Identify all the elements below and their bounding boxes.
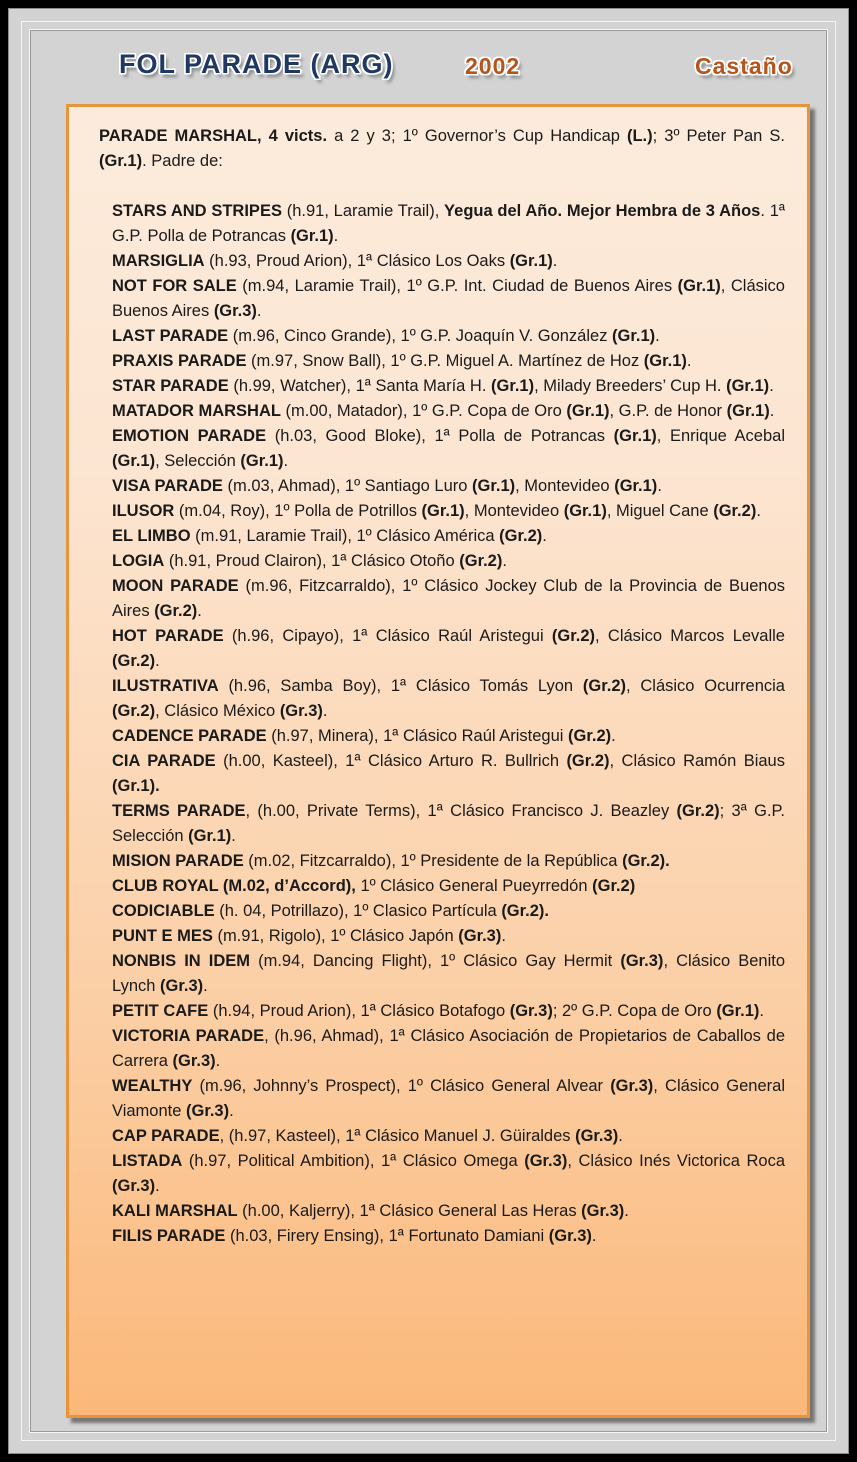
progeny-entry: KALI MARSHAL (h.00, Kaljerry), 1ª Clásico General Las Heras (Gr.3). (112, 1202, 629, 1220)
page-background (8, 8, 849, 1454)
progeny-entry: VISA PARADE (m.03, Ahmad), 1º Santiago Luro (Gr.1), Montevideo (Gr.1). (112, 477, 662, 495)
progeny-entry: CLUB ROYAL (M.02, d’Accord), 1º Clásico General Pueyrredón (Gr.2) (112, 877, 636, 895)
progeny-entry: LOGIA (h.91, Proud Clairon), 1ª Clásico Otoño (Gr.2). (112, 552, 507, 570)
progeny-entry: LISTADA (h.97, Political Ambition), 1ª Clásico Omega (Gr.3), Clásico Inés Victorica Roca (Gr.3). (112, 1152, 785, 1195)
progeny-entry: MARSIGLIA (h.93, Proud Arion), 1ª Clásico Los Oaks (Gr.1). (112, 252, 558, 270)
progeny-entry: EMOTION PARADE (h.03, Good Bloke), 1ª Polla de Potrancas (Gr.1), Enrique Acebal (Gr.1), Selección (Gr.1). (112, 427, 786, 470)
progeny-entry: NONBIS IN IDEM (m.94, Dancing Flight), 1º Clásico Gay Hermit (Gr.3), Clásico Benito Lynch (Gr.3). (112, 952, 786, 995)
progeny-entry: LAST PARADE (m.96, Cinco Grande), 1º G.P. Joaquín V. González (Gr.1). (112, 327, 660, 345)
progeny-entry: STAR PARADE (h.99, Watcher), 1ª Santa María H. (Gr.1), Milady Breeders’ Cup H. (Gr.1). (112, 377, 774, 395)
progeny-list (112, 199, 785, 1249)
progeny-entry: TERMS PARADE, (h.00, Private Terms), 1ª Clásico Francisco J. Beazley (Gr.2); 3ª G.P. Selección (Gr.1). (112, 802, 785, 845)
progeny-entry: VICTORIA PARADE, (h.96, Ahmad), 1ª Clásico Asociación de Propietarios de Caballos de Carrera (Gr.3). (112, 1027, 785, 1070)
progeny-entry: CODICIABLE (h. 04, Potrillazo), 1º Clasico Partícula (Gr.2). (112, 902, 549, 920)
sire-summary-paragraph: PARADE MARSHAL, 4 victs. a 2 y 3; 1º Governor’s Cup Handicap (L.); 3º Peter Pan S. (Gr.1). Padre de: (99, 127, 785, 170)
progeny-entry: MOON PARADE (m.96, Fitzcarraldo), 1º Clásico Jockey Club de la Provincia de Buenos Aires (Gr.2). (112, 577, 785, 620)
progeny-entry: CIA PARADE (h.00, Kasteel), 1ª Clásico Arturo R. Bullrich (Gr.2), Clásico Ramón Biaus (Gr.1). (112, 752, 785, 795)
paragraph-spacer (99, 174, 785, 199)
progeny-entry: EL LIMBO (m.91, Laramie Trail), 1º Clásico América (Gr.2). (112, 527, 547, 545)
progeny-entry: CAP PARADE, (h.97, Kasteel), 1ª Clásico Manuel J. Güiraldes (Gr.3). (112, 1127, 623, 1145)
progeny-entry: NOT FOR SALE (m.94, Laramie Trail), 1º G.P. Int. Ciudad de Buenos Aires (Gr.1), Clásico Buenos Aires (Gr.3). (112, 277, 785, 320)
progeny-entry: MISION PARADE (m.02, Fitzcarraldo), 1º Presidente de la República (Gr.2). (112, 852, 670, 870)
progeny-entry: PUNT E MES (m.91, Rigolo), 1º Clásico Japón (Gr.3). (112, 927, 506, 945)
progeny-entry: PETIT CAFE (h.94, Proud Arion), 1ª Clásico Botafogo (Gr.3); 2º G.P. Copa de Oro (Gr.1). (112, 1002, 765, 1020)
progeny-entry: CADENCE PARADE (h.97, Minera), 1ª Clásico Raúl Aristegui (Gr.2). (112, 727, 616, 745)
progeny-entry: PRAXIS PARADE (m.97, Snow Ball), 1º G.P. Miguel A. Martínez de Hoz (Gr.1). (112, 352, 692, 370)
progeny-entry: HOT PARADE (h.96, Cipayo), 1ª Clásico Raúl Aristegui (Gr.2), Clásico Marcos Levalle (Gr.2). (112, 627, 785, 670)
page-title: FOL PARADE (ARG) (119, 49, 394, 79)
pedigree-content-box (66, 104, 810, 1418)
progeny-entry: STARS AND STRIPES (h.91, Laramie Trail), Yegua del Año. Mejor Hembra de 3 Años. 1ª G.P. Polla de Potrancas (Gr.1). (112, 202, 786, 245)
header-year: 2002 (465, 53, 521, 79)
progeny-entry: FILIS PARADE (h.03, Firery Ensing), 1ª Fortunato Damiani (Gr.3). (112, 1227, 597, 1245)
progeny-entry: ILUSTRATIVA (h.96, Samba Boy), 1ª Clásico Tomás Lyon (Gr.2), Clásico Ocurrencia (Gr.2), Clásico México (Gr.3). (112, 677, 785, 720)
header-coat-color: Castaño (695, 53, 793, 79)
progeny-entry: WEALTHY (m.96, Johnny’s Prospect), 1º Clásico General Alvear (Gr.3), Clásico General Viamonte (Gr.3). (112, 1077, 785, 1120)
pedigree-text-area (99, 124, 785, 1249)
progeny-entry: MATADOR MARSHAL (m.00, Matador), 1º G.P. Copa de Oro (Gr.1), G.P. de Honor (Gr.1). (112, 402, 775, 420)
progeny-entry: ILUSOR (m.04, Roy), 1º Polla de Potrillos (Gr.1), Montevideo (Gr.1), Miguel Cane (Gr.2). (112, 502, 761, 520)
